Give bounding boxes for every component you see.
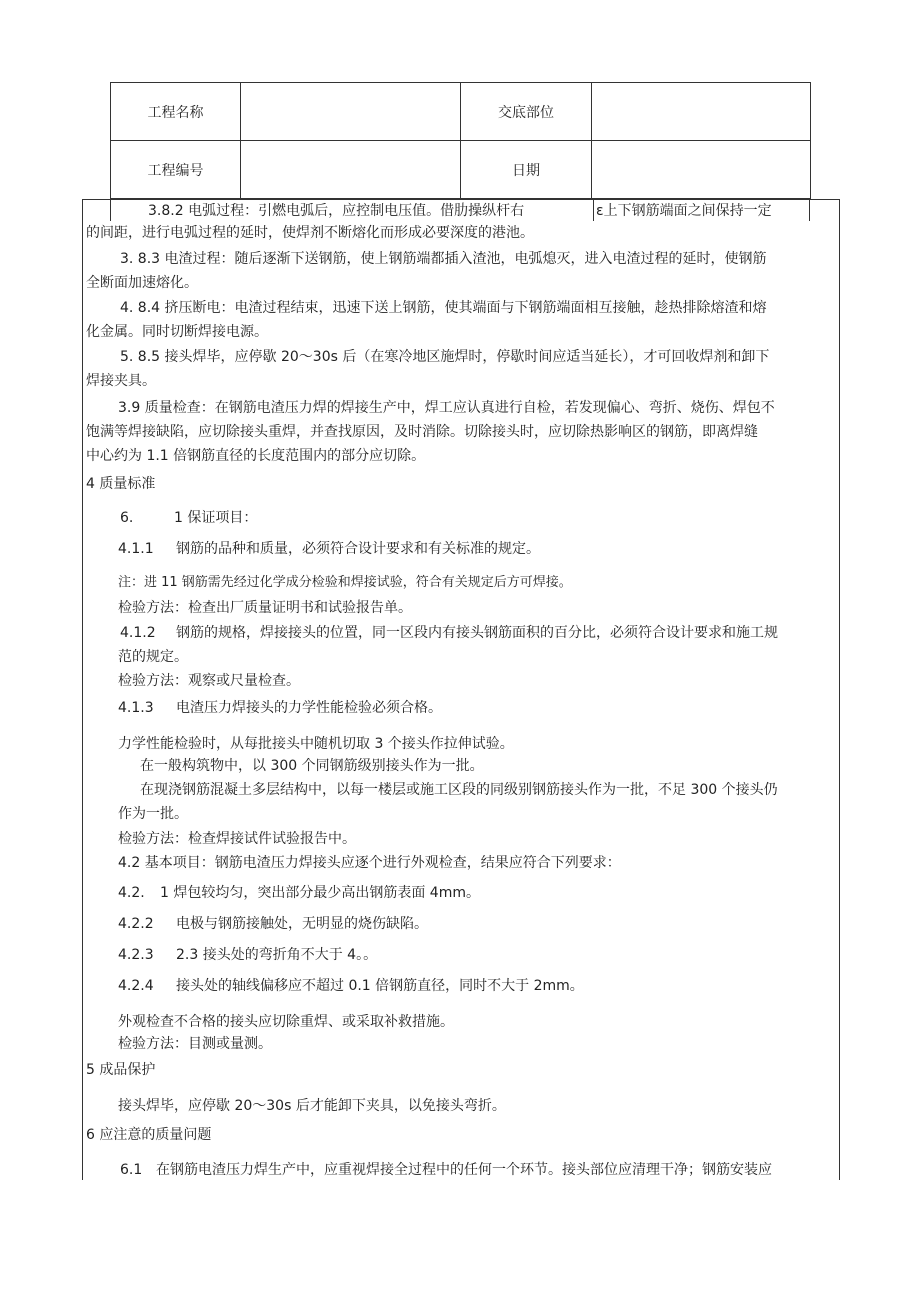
note-text: 注：进 11 钢筋需先经过化学成分检验和焊接试验，符合有关规定后方可焊接。: [118, 575, 572, 590]
check-method-1: 检验方法：检查出厂质量证明书和试验报告单。: [118, 600, 412, 616]
project-name-label: 工程名称: [111, 83, 241, 141]
para-3-9: 3.9 质量检查：在钢筋电渣压力焊的焊接生产中，焊工应认真进行自检，若发现偏心、弯折、烧伤、焊包不: [118, 400, 775, 416]
para-3-8-2-left: 3.8.2 电弧过程：引燃电弧后，应控制电压值。借肋操纵杆右: [148, 203, 525, 219]
para-3-8-4-cont: 化金属。同时切断焊接电源。: [86, 324, 268, 340]
item-6-1-text: 在钢筋电渣压力焊生产中，应重视焊接全过程中的任何一个环节。接头部位应清理干净；钢筋安装应: [156, 1162, 772, 1178]
para-3-8-3-cont: 全断面加速熔化。: [86, 275, 198, 291]
item-4-2-3-text: 2.3 接头处的弯折角不大于 4。。: [176, 947, 378, 963]
item-4-2-3-number: 4.2.3: [118, 947, 154, 963]
para-3-8-5-cont: 焊接夹具。: [86, 373, 156, 389]
item-4-1-1-text: 钢筋的品种和质量，必须符合设计要求和有关标准的规定。: [176, 541, 540, 557]
section-5-title: 5 成品保护: [86, 1062, 156, 1078]
section-4-1-number: 6.: [120, 510, 134, 526]
item-4-1-2-text: 钢筋的规格，焊接接头的位置，同一区段内有接头钢筋面积的百分比，必须符合设计要求和施工规: [176, 625, 778, 641]
first-line-separator: [593, 199, 594, 221]
mech-test-line-3: 在现浇钢筋混凝土多层结构中，以每一楼层或施工区段的同级别钢筋接头作为一批，不足 300 个接头仍: [140, 782, 778, 798]
header-row-2: [111, 141, 811, 199]
item-4-2-4-text: 接头处的轴线偏移应不超过 0.1 倍钢筋直径，同时不大于 2mm。: [176, 978, 584, 994]
project-number-label: 工程编号: [111, 141, 241, 199]
disclosure-location-value[interactable]: [592, 83, 811, 141]
item-4-1-1-number: 4.1.1: [118, 541, 154, 557]
check-method-2: 检验方法：观察或尺量检查。: [118, 673, 300, 689]
project-number-value[interactable]: [241, 141, 461, 199]
item-4-2-2-text: 电极与钢筋接触处，无明显的烧伤缺陷。: [176, 916, 428, 932]
project-name-value[interactable]: [241, 83, 461, 141]
para-3-8-4: 4. 8.4 挤压断电：电渣过程结束，迅速下送上钢筋，使其端面与下钢筋端面相互接触，趁热排除熔渣和熔: [120, 300, 767, 316]
para-3-8-3: 3. 8.3 电渣过程：随后逐渐下送钢筋，使上钢筋端都插入渣池，电弧熄灭，进入电渣过程的延时，使钢筋: [120, 251, 767, 267]
item-4-1-2-number: 4.1.2: [120, 625, 156, 641]
section-4-title: 4 质量标准: [86, 476, 156, 492]
check-method-3: 检验方法：检查焊接试件试验报告中。: [118, 831, 356, 847]
header-table: [110, 82, 811, 199]
item-4-1-2-cont: 范的规定。: [118, 649, 188, 665]
mech-test-line-2: 在一般构筑物中，以 300 个同钢筋级别接头作为一批。: [140, 758, 484, 774]
date-label: 日期: [461, 141, 592, 199]
mech-test-line-3-cont: 作为一批。: [118, 806, 188, 822]
section-4-2: 4.2 基本项目：钢筋电渣压力焊接头应逐个进行外观检查，结果应符合下列要求：: [118, 855, 621, 871]
item-4-1-3-text: 电渣压力焊接头的力学性能检验必须合格。: [176, 700, 442, 716]
header-row-1: [111, 83, 811, 141]
mech-test-line-1: 力学性能检验时，从每批接头中随机切取 3 个接头作拉伸试验。: [118, 736, 514, 752]
visual-check-note: 外观检查不合格的接头应切除重焊、或采取补救措施。: [118, 1014, 454, 1030]
check-method-4: 检验方法：目测或量测。: [118, 1036, 272, 1052]
para-3-8-2-right: ε上下钢筋端面之间保持一定: [596, 203, 772, 219]
section-5-text: 接头焊毕，应停歇 20～30s 后才能卸下夹具，以免接头弯折。: [118, 1098, 506, 1114]
date-value[interactable]: [592, 141, 811, 199]
item-4-1-3-number: 4.1.3: [118, 700, 154, 716]
item-4-2-4-number: 4.2.4: [118, 978, 154, 994]
item-4-2-1-text: 1 焊包较均匀，突出部分最少高出钢筋表面 4mm。: [160, 885, 480, 901]
item-6-1-number: 6.1: [120, 1162, 143, 1178]
para-3-9-line2: 饱满等焊接缺陷，应切除接头重焊，并查找原因，及时消除。切除接头时，应切除热影响区的钢筋，即离焊缝: [86, 424, 758, 440]
para-3-8-2-cont: 的间距，进行电弧过程的延时，使焊剂不断熔化而形成必要深度的港池。: [86, 225, 534, 241]
item-4-2-1-number: 4.2.: [118, 885, 145, 901]
disclosure-location-label: 交底部位: [461, 83, 592, 141]
section-4-1-text: 1 保证项目：: [174, 510, 258, 526]
para-3-9-line3: 中心约为 1.1 倍钢筋直径的长度范围内的部分应切除。: [86, 448, 426, 464]
para-3-8-5: 5. 8.5 接头焊毕，应停歇 20～30s 后（在寒冷地区施焊时，停歇时间应适当延长），才可回收焊剂和卸下: [120, 349, 770, 365]
section-6-title: 6 应注意的质量问题: [86, 1127, 212, 1143]
item-4-2-2-number: 4.2.2: [118, 916, 154, 932]
